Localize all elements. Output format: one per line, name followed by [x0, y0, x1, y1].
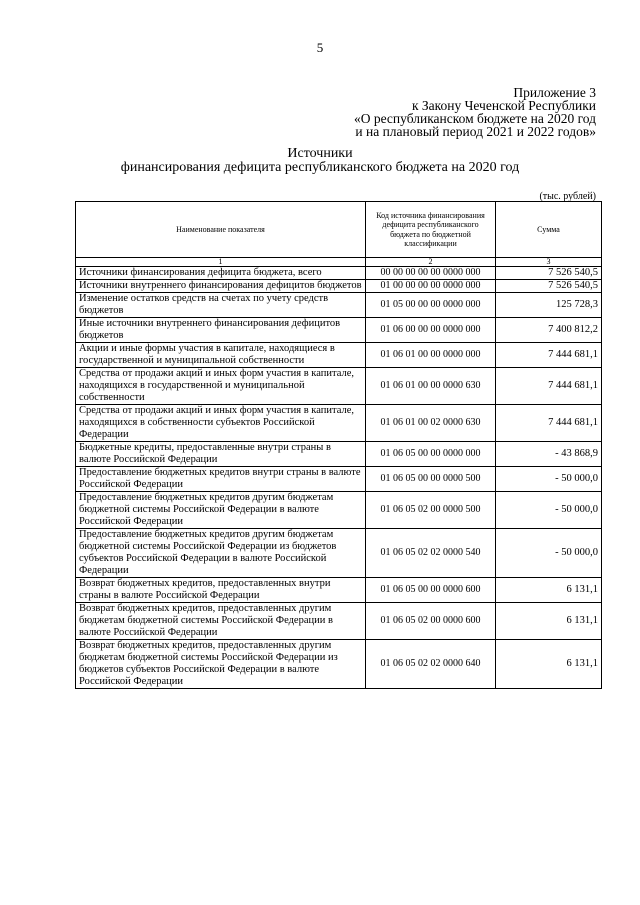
- row-sum-cell: 7 526 540,5: [496, 267, 602, 280]
- row-name-cell: Средства от продажи акций и иных форм участия в капитале, находящихся в государственной и муниципальной собственности: [76, 368, 366, 405]
- table-body: [76, 267, 602, 689]
- document-title: [0, 147, 640, 175]
- row-name-cell: Предоставление бюджетных кредитов внутри страны в валюте Российской Федерации: [76, 467, 366, 492]
- row-name-cell: Бюджетные кредиты, предоставленные внутри страны в валюте Российской Федерации: [76, 442, 366, 467]
- table-row: [76, 492, 602, 529]
- row-name-cell: Возврат бюджетных кредитов, предоставленных другим бюджетам бюджетной системы Российской Федерации из бюджетов субъектов Российской Федерации в валюте Российской Федерации: [76, 640, 366, 689]
- units-label: (тыс. рублей): [539, 191, 596, 202]
- appendix-line-2: к Закону Чеченской Республики: [411, 98, 596, 113]
- header-code: Код источника финансирования дефицита республиканского бюджета по бюджетной классификации: [366, 202, 496, 258]
- title-line-2: финансирования дефицита республиканского бюджета на 2020 год: [120, 160, 520, 175]
- table-row: [76, 578, 602, 603]
- appendix-header: [354, 86, 596, 138]
- row-code-cell: 01 06 01 00 02 0000 630: [366, 405, 496, 442]
- row-name-cell: Источники внутреннего финансирования дефицитов бюджетов: [76, 280, 366, 293]
- row-sum-cell: 7 400 812,2: [496, 318, 602, 343]
- header-name: Наименование показателя: [76, 202, 366, 258]
- row-name-cell: Иные источники внутреннего финансирования дефицитов бюджетов: [76, 318, 366, 343]
- row-code-cell: 01 06 05 02 02 0000 540: [366, 529, 496, 578]
- row-code-cell: 01 06 00 00 00 0000 000: [366, 318, 496, 343]
- row-name-cell: Средства от продажи акций и иных форм участия в капитале, находящихся в собственности субъектов Российской Федерации: [76, 405, 366, 442]
- row-sum-cell: - 50 000,0: [496, 529, 602, 578]
- table-row: [76, 405, 602, 442]
- appendix-line-1: Приложение 3: [513, 85, 596, 100]
- row-name-cell: Предоставление бюджетных кредитов другим бюджетам бюджетной системы Российской Федерации из бюджетов субъектов Российской Федерации в валюте Российской Федерации: [76, 529, 366, 578]
- financing-sources-table: [75, 201, 602, 689]
- row-sum-cell: 7 444 681,1: [496, 343, 602, 368]
- row-sum-cell: 7 526 540,5: [496, 280, 602, 293]
- row-code-cell: 01 05 00 00 00 0000 000: [366, 293, 496, 318]
- table-row: [76, 442, 602, 467]
- row-code-cell: 01 06 05 02 02 0000 640: [366, 640, 496, 689]
- table-row: [76, 267, 602, 280]
- row-code-cell: 01 06 05 02 00 0000 600: [366, 603, 496, 640]
- table-row: [76, 467, 602, 492]
- row-sum-cell: 7 444 681,1: [496, 368, 602, 405]
- table-row: [76, 640, 602, 689]
- row-code-cell: 01 06 05 00 00 0000 600: [366, 578, 496, 603]
- row-code-cell: 01 00 00 00 00 0000 000: [366, 280, 496, 293]
- row-code-cell: 01 06 05 02 00 0000 500: [366, 492, 496, 529]
- row-sum-cell: - 50 000,0: [496, 492, 602, 529]
- row-code-cell: 01 06 05 00 00 0000 500: [366, 467, 496, 492]
- appendix-line-4: и на плановый период 2021 и 2022 годов»: [355, 124, 596, 139]
- column-number: 3: [496, 258, 602, 267]
- row-code-cell: 01 06 05 00 00 0000 000: [366, 442, 496, 467]
- header-sum: Сумма: [496, 202, 602, 258]
- column-number-row: [76, 258, 602, 267]
- row-sum-cell: 7 444 681,1: [496, 405, 602, 442]
- title-line-1: Источники: [287, 146, 353, 161]
- row-name-cell: Изменение остатков средств на счетах по учету средств бюджетов: [76, 293, 366, 318]
- row-sum-cell: 125 728,3: [496, 293, 602, 318]
- table-row: [76, 603, 602, 640]
- page-number: 5: [316, 40, 324, 55]
- appendix-line-3: «О республиканском бюджете на 2020 год: [353, 111, 596, 126]
- row-code-cell: 01 06 01 00 00 0000 000: [366, 343, 496, 368]
- column-number: 2: [366, 258, 496, 267]
- row-name-cell: Предоставление бюджетных кредитов другим бюджетам бюджетной системы Российской Федерации в валюте Российской Федерации: [76, 492, 366, 529]
- row-name-cell: Акции и иные формы участия в капитале, находящиеся в государственной и муниципальной собственности: [76, 343, 366, 368]
- row-name-cell: Источники финансирования дефицита бюджета, всего: [76, 267, 366, 280]
- row-sum-cell: 6 131,1: [496, 578, 602, 603]
- row-sum-cell: - 43 868,9: [496, 442, 602, 467]
- table-row: [76, 343, 602, 368]
- column-number: 1: [76, 258, 366, 267]
- row-name-cell: Возврат бюджетных кредитов, предоставленных внутри страны в валюте Российской Федерации: [76, 578, 366, 603]
- row-code-cell: 01 06 01 00 00 0000 630: [366, 368, 496, 405]
- row-sum-cell: 6 131,1: [496, 603, 602, 640]
- table-row: [76, 529, 602, 578]
- table-row: [76, 280, 602, 293]
- row-sum-cell: - 50 000,0: [496, 467, 602, 492]
- row-name-cell: Возврат бюджетных кредитов, предоставленных другим бюджетам бюджетной системы Российской Федерации в валюте Российской Федерации: [76, 603, 366, 640]
- table-header-row: [76, 202, 602, 258]
- row-code-cell: 00 00 00 00 00 0000 000: [366, 267, 496, 280]
- table-row: [76, 293, 602, 318]
- row-sum-cell: 6 131,1: [496, 640, 602, 689]
- table-row: [76, 368, 602, 405]
- table-row: [76, 318, 602, 343]
